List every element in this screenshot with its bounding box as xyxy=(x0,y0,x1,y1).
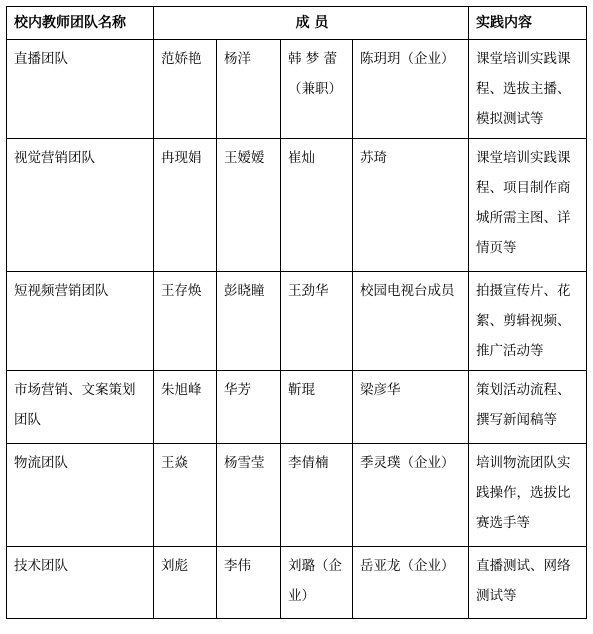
content-cell: 培训物流团队实践操作，选拔比赛选手等 xyxy=(469,444,587,547)
header-members: 成 员 xyxy=(154,7,469,40)
member-cell: 李伟 xyxy=(217,547,281,619)
member-cell: 王焱 xyxy=(154,444,217,547)
member-cell: 王嫒嫒 xyxy=(217,139,281,272)
table-row xyxy=(7,547,587,619)
member-cell: 冉现娟 xyxy=(154,139,217,272)
team-name-cell: 短视频营销团队 xyxy=(7,272,154,371)
content-cell: 拍摄宣传片、花絮、剪辑视频、推广活动等 xyxy=(469,272,587,371)
table-row xyxy=(7,139,587,272)
member-cell: 华芳 xyxy=(217,371,281,444)
member-cell: 王劲华 xyxy=(281,272,353,371)
team-name-cell: 市场营销、文案策划团队 xyxy=(7,371,154,444)
member-cell: 彭晓瞳 xyxy=(217,272,281,371)
team-table xyxy=(6,6,587,619)
content-cell: 直播测试、网络测试等 xyxy=(469,547,587,619)
table-row xyxy=(7,371,587,444)
member-cell: 校园电视台成员 xyxy=(353,272,469,371)
table-row xyxy=(7,40,587,139)
member-cell: 刘璐（企业） xyxy=(281,547,353,619)
team-name-cell: 技术团队 xyxy=(7,547,154,619)
member-cell: 崔灿 xyxy=(281,139,353,272)
member-cell: 李倩楠 xyxy=(281,444,353,547)
member-cell: 梁彦华 xyxy=(353,371,469,444)
content-cell: 策划活动流程、撰写新闻稿等 xyxy=(469,371,587,444)
team-name-cell: 直播团队 xyxy=(7,40,154,139)
member-cell: 朱旭峰 xyxy=(154,371,217,444)
member-cell: 范娇艳 xyxy=(154,40,217,139)
header-team-name: 校内教师团队名称 xyxy=(7,7,154,40)
team-name-cell: 物流团队 xyxy=(7,444,154,547)
member-cell: 陈玥玥（企业） xyxy=(353,40,469,139)
member-cell: 杨雪莹 xyxy=(217,444,281,547)
member-cell: 岳亚龙（企业） xyxy=(353,547,469,619)
member-cell: 杨洋 xyxy=(217,40,281,139)
member-cell: 季灵璞（企业） xyxy=(353,444,469,547)
team-name-cell: 视觉营销团队 xyxy=(7,139,154,272)
header-content: 实践内容 xyxy=(469,7,587,40)
header-row xyxy=(7,7,587,40)
member-cell: 王存焕 xyxy=(154,272,217,371)
table-row xyxy=(7,444,587,547)
content-cell: 课堂培训实践课程、项目制作商城所需主图、详情页等 xyxy=(469,139,587,272)
member-cell: 刘彪 xyxy=(154,547,217,619)
member-cell: 苏琦 xyxy=(353,139,469,272)
member-cell: 韩 梦 蕾（兼职） xyxy=(281,40,353,139)
table-row xyxy=(7,272,587,371)
member-cell: 靳琨 xyxy=(281,371,353,444)
content-cell: 课堂培训实践课程、选拔主播、模拟测试等 xyxy=(469,40,587,139)
